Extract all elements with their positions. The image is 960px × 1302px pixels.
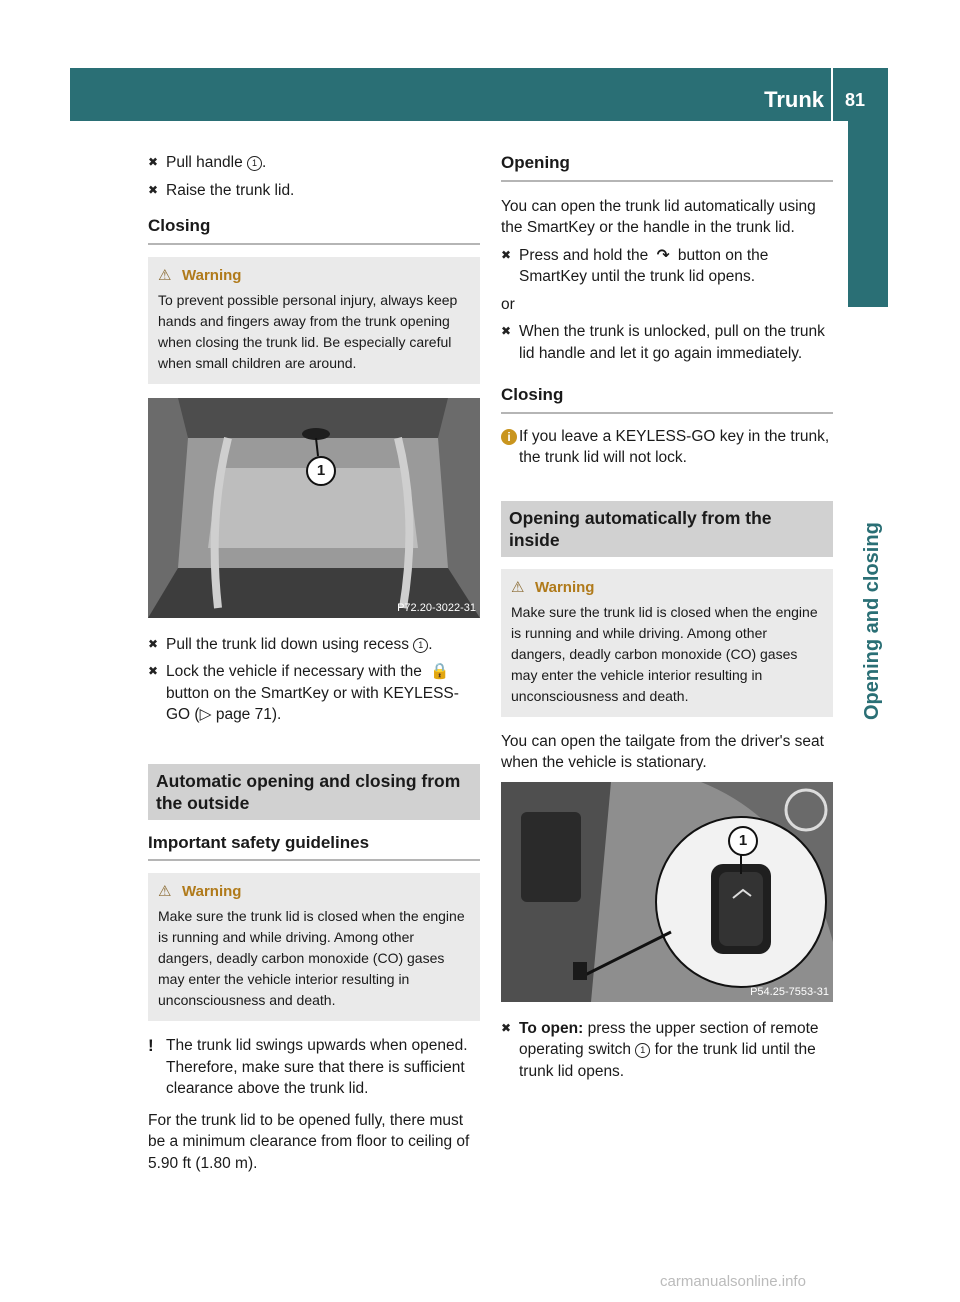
notice-clearance: ! The trunk lid swings upwards when opened. Therefore, make sure that there is sufficient clearance above the trunk lid. xyxy=(148,1035,480,1100)
page-ref-link[interactable]: page 71). xyxy=(211,706,282,723)
warning-triangle-icon: ⚠ xyxy=(158,883,172,900)
section-label: Opening and closing xyxy=(861,522,883,720)
trunk-lid-photo xyxy=(148,398,480,618)
or-text: or xyxy=(501,295,515,313)
callout-1: 1 xyxy=(247,156,262,171)
step-lock-vehicle: ✖ Lock the vehicle if necessary with the 🔒 button on the SmartKey or with KEYLESS-GO (▷ page 71). xyxy=(148,661,480,726)
clearance-paragraph: For the trunk lid to be opened fully, there must be a minimum clearance from floor to ceiling of 5.90 ft (1.80 m). xyxy=(148,1111,470,1172)
page-number: 81 xyxy=(845,90,866,110)
page-ref-arrow-icon: ▷ xyxy=(199,706,212,723)
info-keyless: i If you leave a KEYLESS-GO key in the trunk, the trunk lid will not lock. xyxy=(501,426,833,469)
left-column xyxy=(148,152,480,1180)
trunk-photo-illustration xyxy=(148,398,480,618)
warning-triangle-icon: ⚠ xyxy=(158,266,172,284)
heading-opening: Opening xyxy=(501,152,833,182)
opening-intro: You can open the trunk lid automatically using the SmartKey or the handle in the trunk lid. xyxy=(501,197,816,236)
lock-icon: 🔒 xyxy=(430,663,450,680)
warning-box-2: ⚠ Warning Make sure the trunk lid is closed when the engine is running and while driving. Among other dangers, deadly carbon monoxide (CO) gases may enter the vehicle interior resulting in unconsciousness and death. xyxy=(148,873,480,1021)
step-arrow-icon: ✖ xyxy=(501,247,512,262)
trunk-open-icon: ↷ xyxy=(656,246,670,264)
heading-closing: Closing xyxy=(148,215,480,245)
info-icon: i xyxy=(501,429,517,445)
warning-box-1: ⚠ Warning To prevent possible personal injury, always keep hands and fingers away from the trunk opening when closing the trunk lid. Be especially careful when small children are around. xyxy=(148,257,480,384)
step-arrow-icon: ✖ xyxy=(148,155,159,169)
heading-opening-inside: Opening automatically from the inside xyxy=(501,501,833,557)
step-pull-lid-handle: ✖ When the trunk is unlocked, pull on the trunk lid handle and let it go again immediately. xyxy=(501,321,833,364)
step-raise-lid: ✖ Raise the trunk lid. xyxy=(148,180,480,202)
driver-switch-photo xyxy=(501,782,833,1002)
step-arrow-icon: ✖ xyxy=(148,664,159,678)
callout-1-badge: 1 xyxy=(306,456,336,486)
heading-automatic-opening: Automatic opening and closing from the outside xyxy=(148,764,480,820)
callout-1: 1 xyxy=(635,1043,650,1058)
right-column xyxy=(501,152,833,1088)
warning-box-3: ⚠ Warning Make sure the trunk lid is closed when the engine is running and while driving. Among other dangers, deadly carbon monoxide (CO) gases may enter the vehicle interior resulting in unconsciousness and death. xyxy=(501,569,833,717)
header-separator xyxy=(831,68,833,121)
step-to-open: ✖ To open: press the upper section of remote operating switch 1 for the trunk lid until the trunk lid opens. xyxy=(501,1018,833,1083)
step-arrow-icon: ✖ xyxy=(501,324,512,338)
page-title: Trunk xyxy=(764,87,824,112)
step-pull-handle: ✖ Pull handle 1 . xyxy=(148,152,480,174)
callout-1: 1 xyxy=(413,638,428,653)
exclamation-icon: ! xyxy=(148,1036,154,1055)
section-tab xyxy=(848,121,888,307)
figure-code: P54.25-7553-31 xyxy=(750,985,829,998)
tailgate-paragraph: You can open the tailgate from the driver's seat when the vehicle is stationary. xyxy=(501,732,824,771)
switch-photo-illustration xyxy=(501,782,833,1002)
heading-closing-right: Closing xyxy=(501,384,833,414)
watermark-footer: carmanualsonline.info xyxy=(660,1273,806,1290)
step-press-hold: ✖ Press and hold the ↷ button on the SmartKey until the trunk lid opens. xyxy=(501,245,833,288)
figure-code: P72.20-3022-31 xyxy=(397,601,476,614)
step-arrow-icon: ✖ xyxy=(148,182,159,197)
step-arrow-icon: ✖ xyxy=(148,636,159,651)
warning-triangle-icon: ⚠ xyxy=(511,578,525,596)
heading-safety: Important safety guidelines xyxy=(148,832,480,862)
callout-1-badge: 1 xyxy=(728,826,758,856)
step-arrow-icon: ✖ xyxy=(501,1020,512,1035)
step-pull-down: ✖ Pull the trunk lid down using recess 1 . xyxy=(148,634,480,656)
